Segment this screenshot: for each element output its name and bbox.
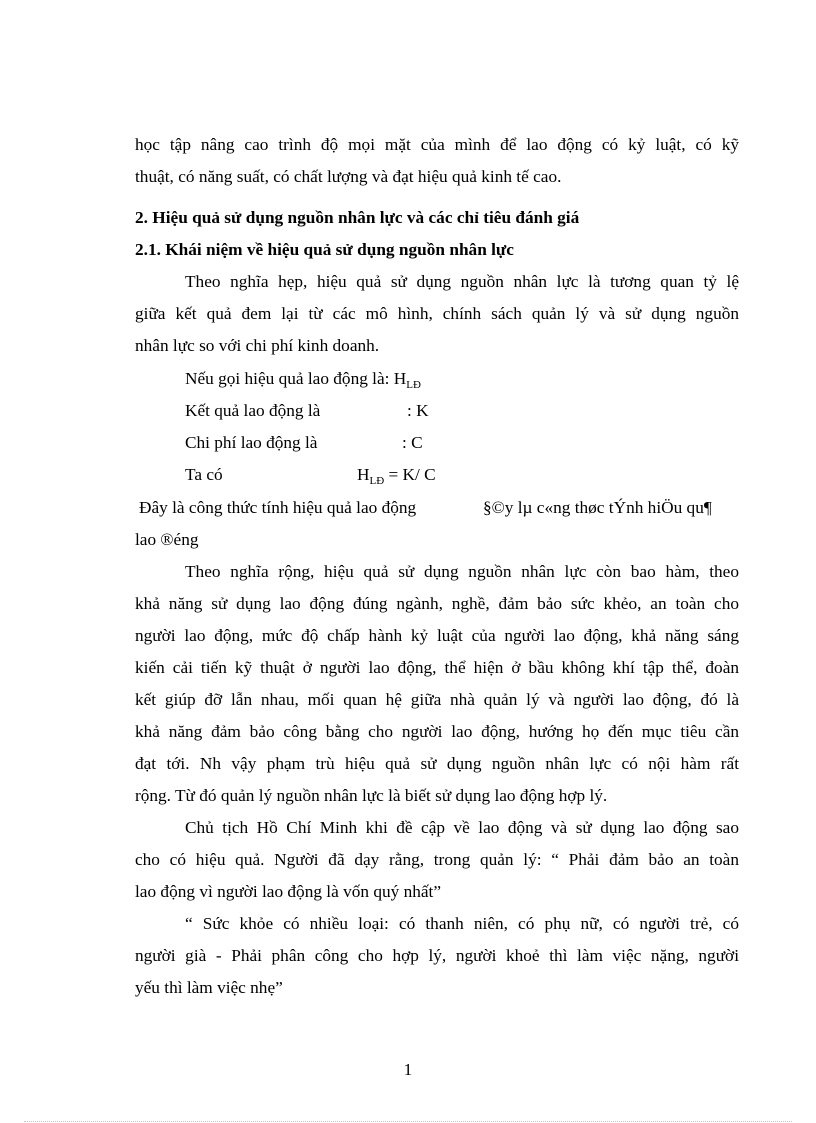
page-edge-divider	[24, 1121, 792, 1122]
formula-line-4-expression: $H_{LĐ} = K/$ C	[357, 465, 436, 487]
body-line: kiến cải tiến kỹ thuật ở người lao động, thể hiện ở bầu không khí tập thể, đoàn	[135, 658, 739, 677]
formula-note-continued: lao ®éng	[135, 530, 199, 549]
body-line: khả năng sử dụng lao động đúng ngành, nghề, đảm bảo sức khẻo, an toàn cho	[135, 594, 739, 613]
body-line: người lao động, mức độ chấp hành kỷ luật của người lao động, khả năng sáng	[135, 626, 739, 645]
body-line: cho có hiệu quả. Người đã dạy rằng, trong quản lý: “ Phải đảm bảo an toàn	[135, 850, 739, 869]
formula-line-4-label: Ta có	[185, 465, 223, 484]
body-line: khả năng đảm bảo công bằng cho người lao động, hướng họ đến mục tiêu cần	[135, 722, 739, 741]
formula-note-garbled: §©y lµ c«ng thøc tÝnh hiÖu qu¶	[483, 498, 712, 517]
body-line: lao động vì người lao động là vốn quý nhất”	[135, 882, 441, 901]
formula-line-3-value: : C	[402, 433, 423, 452]
formula-note: Đây là công thức tính hiệu quả lao động	[139, 498, 417, 517]
formula-line-3-label: Chi phí lao động là	[185, 433, 318, 452]
subsection-heading: 2.1. Khái niệm về hiệu quả sử dụng nguồn nhân lực	[135, 240, 514, 259]
section-heading: 2. Hiệu quả sử dụng nguồn nhân lực và các chỉ tiêu đánh giá	[135, 208, 580, 227]
formula-line-1: Nếu gọi hiệu quả lao động là: $H_{LĐ}$	[185, 369, 421, 391]
body-line: Theo nghĩa hẹp, hiệu quả sử dụng nguồn nhân lực là tương quan tỷ lệ	[185, 272, 739, 291]
body-line: rộng. Từ đó quản lý nguồn nhân lực là biết sử dụng lao động hợp lý.	[135, 786, 608, 805]
quote-line: “ Sức khỏe có nhiều loại: có thanh niên, có phụ nữ, có người trẻ, có	[185, 914, 739, 933]
body-line: thuật, có năng suất, có chất lượng và đạt hiệu quả kinh tế cao.	[135, 167, 562, 186]
formula-line-2-label: Kết quả lao động là	[185, 401, 321, 420]
body-line: kết giúp đỡ lẫn nhau, mối quan hệ giữa nhà quản lý và người lao động, đó là	[135, 690, 739, 709]
body-line: giữa kết quả đem lại từ các mô hình, chính sách quản lý và sử dụng nguồn	[135, 304, 739, 323]
formula-line-2-value: : K	[407, 401, 429, 420]
body-line: Theo nghĩa rộng, hiệu quả sử dụng nguồn nhân lực còn bao hàm, theo	[185, 562, 739, 581]
quote-line: người già - Phải phân công cho hợp lý, người khoẻ thì làm việc nặng, người	[135, 946, 739, 965]
quote-line: yếu thì làm việc nhẹ”	[135, 978, 283, 997]
body-line: Chủ tịch Hồ Chí Minh khi đề cập về lao động và sử dụng lao động sao	[185, 818, 739, 837]
body-line: đạt tới. Nh vậy phạm trù hiệu quả sử dụng nguồn nhân lực có nội hàm rất	[135, 754, 739, 773]
body-line: nhân lực so với chi phí kinh doanh.	[135, 336, 380, 355]
page-number: 1	[403, 1060, 413, 1079]
body-line: học tập nâng cao trình độ mọi mặt của mình để lao động có kỷ luật, có kỹ	[135, 135, 739, 154]
